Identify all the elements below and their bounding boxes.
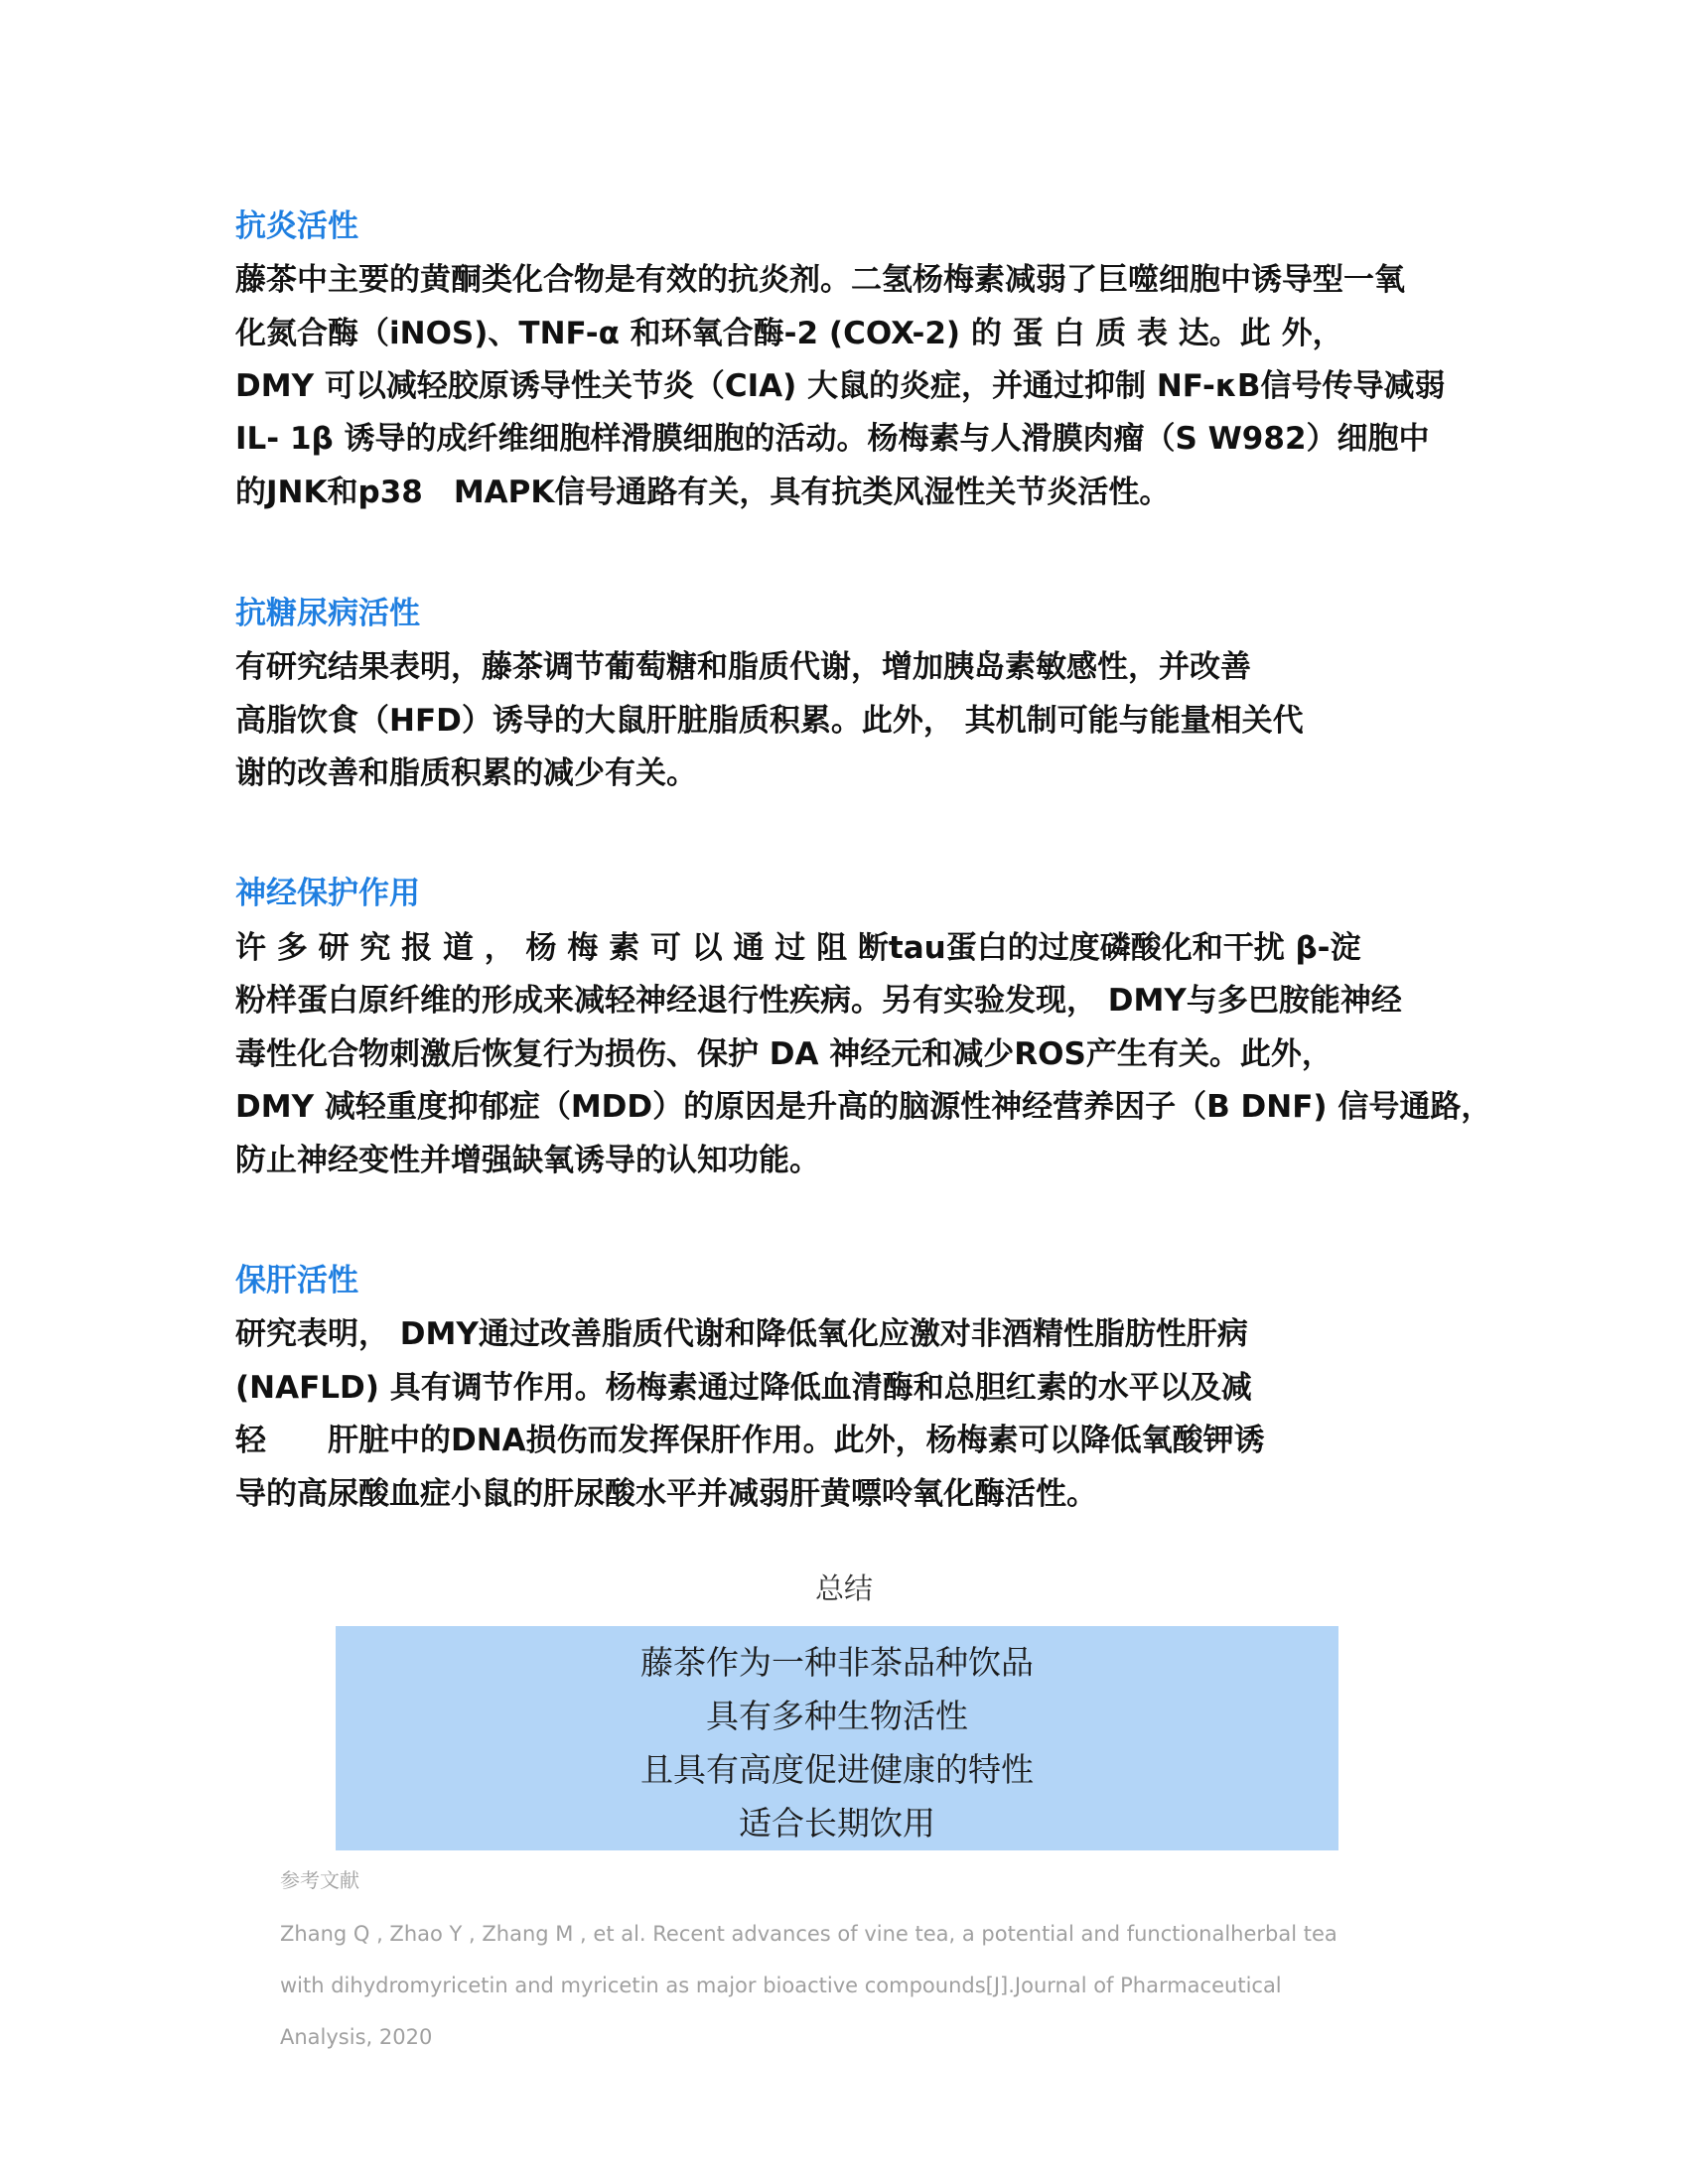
section-heading-anti-inflammatory: 抗炎活性	[235, 208, 358, 244]
body-line: 藤茶中主要的黄酮类化合物是有效的抗炎剂。二氢杨梅素减弱了巨噬细胞中诱导型一氧	[235, 262, 1405, 298]
body-line: 化氮合酶（iNOS)、TNF-α 和环氧合酶-2 (COX-2) 的 蛋 白 质 表 达。此 外，	[235, 316, 1343, 351]
body-line: DMY 减轻重度抑郁症（MDD）的原因是升高的脑源性神经营养因子（B DNF) 信号通路，	[235, 1089, 1492, 1125]
references-heading: 参考文献	[280, 1868, 359, 1892]
body-line: 有研究结果表明，藤茶调节葡萄糖和脂质代谢，增加胰岛素敏感性，并改善	[235, 649, 1251, 685]
summary-line: 且具有高度促进健康的特性	[640, 1750, 1034, 1789]
summary-line: 具有多种生物活性	[706, 1697, 968, 1735]
summary-line: 藤茶作为一种非茶品种饮品	[640, 1643, 1034, 1682]
body-line: 防止神经变性并增强缺氧诱导的认知功能。	[235, 1143, 820, 1178]
body-line: DMY 可以减轻胶原诱导性关节炎（CIA) 大鼠的炎症，并通过抑制 NF-κB信号传导减弱	[235, 368, 1446, 404]
body-line: 研究表明， DMY通过改善脂质代谢和降低氧化应激对非酒精性脂肪性肝病	[235, 1316, 1248, 1352]
section-heading-neuroprotection: 神经保护作用	[235, 876, 420, 911]
body-line: 的JNK和p38 MAPK信号通路有关，具有抗类风湿性关节炎活性。	[235, 475, 1171, 510]
summary-title: 总结	[814, 1571, 873, 1605]
summary-box	[336, 1626, 1338, 1850]
body-line: 粉样蛋白原纤维的形成来减轻神经退行性疾病。另有实验发现， DMY与多巴胺能神经	[235, 983, 1402, 1019]
body-line: 高脂饮食（HFD）诱导的大鼠肝脏脂质积累。此外， 其机制可能与能量相关代	[235, 703, 1304, 739]
reference-line: Zhang Q , Zhao Y , Zhang M , et al. Recent advances of vine tea, a potential and functionalherbal tea	[280, 1922, 1337, 1946]
body-line: IL- 1β 诱导的成纤维细胞样滑膜细胞的活动。杨梅素与人滑膜肉瘤（S W982）细胞中	[235, 421, 1430, 457]
section-heading-hepatoprotection: 保肝活性	[235, 1263, 358, 1298]
reference-line: with dihydromyricetin and myricetin as major bioactive compounds[J].Journal of Pharmaceutical	[280, 1974, 1282, 1997]
body-line: 谢的改善和脂质积累的减少有关。	[235, 755, 697, 791]
body-line: 毒性化合物刺激后恢复行为损伤、保护 DA 神经元和减少ROS产生有关。此外，	[235, 1036, 1333, 1072]
summary-line: 适合长期饮用	[739, 1804, 935, 1843]
section-heading-anti-diabetic: 抗糖尿病活性	[235, 596, 420, 631]
body-line: 轻 肝脏中的DNA损伤而发挥保肝作用。此外，杨梅素可以降低氧酸钾诱	[235, 1423, 1265, 1458]
body-line: (NAFLD) 具有调节作用。杨梅素通过降低血清酶和总胆红素的水平以及减	[235, 1370, 1252, 1406]
body-line: 导的高尿酸血症小鼠的肝尿酸水平并减弱肝黄嘌呤氧化酶活性。	[235, 1476, 1097, 1512]
body-line: 许 多 研 究 报 道 ， 杨 梅 素 可 以 通 过 阻 断tau蛋白的过度磷酸化和干扰 β-淀	[235, 930, 1361, 966]
reference-line: Analysis, 2020	[280, 2025, 433, 2049]
